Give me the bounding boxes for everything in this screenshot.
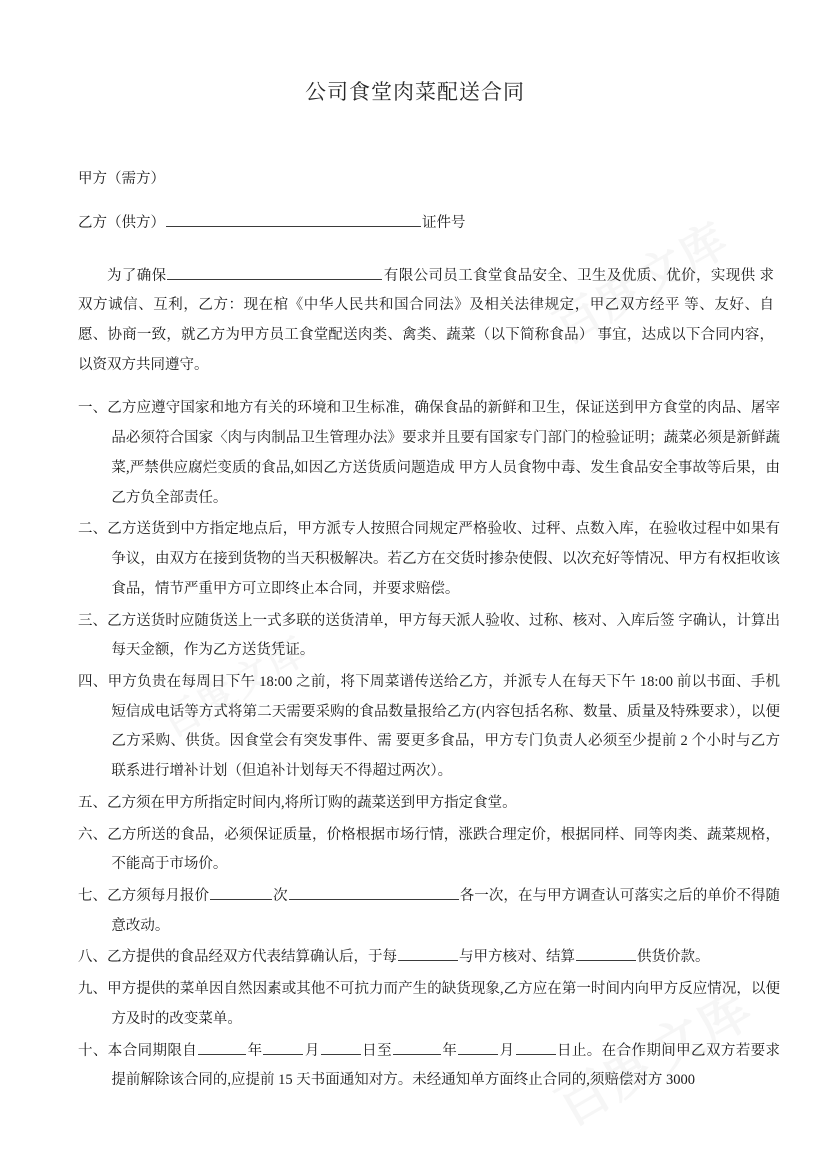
- clause-number: 三、: [78, 612, 108, 629]
- fill-in-blank[interactable]: [198, 1038, 246, 1054]
- fill-in-blank[interactable]: [398, 945, 458, 961]
- clause-item: [78, 882, 780, 941]
- party-b-suffix-label: 证件号: [422, 215, 466, 232]
- clause-text: 月: [304, 1042, 320, 1059]
- clause-item: [78, 394, 780, 513]
- fill-in-blank[interactable]: [576, 945, 636, 961]
- clause-text: 甲方负贵在每周日下午 18:00 之前，将下周菜谱传送给乙方，并派专人在每天下午 18:00 前以书面、手机短信成电话等方式将第二天需要采购的食品数量报给乙方(内容包括名称、数量、质量及特殊要求），以便乙方采购、供货。因食堂会有突发事件、需 要更多食品，甲方专门负责人必须至少提前 2 个小时与乙方联系进行增补计划（但追补计划每天不得超过两次）。: [107, 673, 781, 780]
- clause-item: [78, 668, 780, 787]
- fill-in-blank[interactable]: [263, 1038, 303, 1054]
- clause-text: 乙方须每月报价: [107, 887, 210, 904]
- clause-number: 四、: [78, 673, 108, 690]
- fill-in-blank[interactable]: [458, 1038, 498, 1054]
- fill-in-blank[interactable]: [321, 1038, 361, 1054]
- clause-number: 二、: [78, 521, 108, 538]
- preamble-paragraph: [0, 236, 830, 381]
- clause-item: [78, 515, 780, 604]
- clause-item: [78, 1037, 780, 1096]
- clause-text: 与甲方核对、结算: [459, 949, 575, 966]
- party-b-line: [0, 191, 830, 235]
- clause-number: 五、: [78, 794, 107, 811]
- party-a-label: 甲方（需方）: [78, 171, 165, 187]
- clause-text: 次: [273, 887, 288, 904]
- preamble-body: 有限公司员工食堂食品安全、卫生及优质、优价，实现供 求双方诚信、互利，乙方：现在棺《中华人民共和国合同法》及相关法律规定，甲乙双方经平 等、友好、自愿、协商一致，就乙方为甲方员工食堂配送肉类、禽类、蔬菜（以下简称食品） 事宜，达成以下合同内容，以资双方共同遵守。: [78, 267, 774, 373]
- clause-item: [78, 943, 780, 973]
- clause-number: 九、: [78, 981, 108, 998]
- clause-text: 乙方送货到中方指定地点后，甲方派专人按照合同规定严格验收、过秤、点数入库，在验收过程中如果有争议，由双方在接到货物的当天积极解决。若乙方在交货时掺杂使假、以次充好等情况、甲方有权拒收该食品，情节严重甲方可立即终止本合同，并要求赔偿。: [107, 521, 781, 597]
- fill-in-blank[interactable]: [210, 884, 272, 900]
- clause-text: 乙方须在甲方所指定时间内,将所订购的蔬菜送到甲方指定食堂。: [107, 794, 517, 811]
- clause-text: 日止。在合作期间甲乙双方若要求提前解除该合同的,应提前 15 天书面通知对方。未经通知单方面终止合同的,须赔偿对方 3000: [111, 1042, 781, 1089]
- clause-text: 日至: [361, 1042, 392, 1059]
- clause-text: 年: [441, 1042, 458, 1059]
- fill-in-blank[interactable]: [289, 884, 459, 900]
- preamble-lead: 为了确保: [107, 267, 167, 284]
- clause-item: [78, 789, 780, 819]
- clause-item: [78, 607, 780, 666]
- clause-text: 月: [499, 1042, 515, 1059]
- clause-item: [78, 821, 780, 880]
- party-a-line: [0, 106, 830, 191]
- company-name-blank[interactable]: [167, 263, 382, 279]
- clause-text: 年: [247, 1042, 263, 1059]
- clause-number: 十、: [78, 1042, 108, 1059]
- fill-in-blank[interactable]: [393, 1038, 441, 1054]
- fill-in-blank[interactable]: [516, 1038, 556, 1054]
- clause-text: 本合同期限自: [107, 1042, 198, 1059]
- clause-text: 乙方提供的食品经双方代表结算确认后，于每: [107, 949, 397, 966]
- clause-list: [0, 380, 830, 1096]
- clause-number: 六、: [78, 826, 108, 843]
- clause-text: 乙方应遵守国家和地方有关的环境和卫生标准，确保食品的新鲜和卫生，保证送到甲方食堂的肉品、屠宰品必须符合国家〈肉与肉制品卫生管理办法》要求并且要有国家专门部门的检验证明；蔬菜必须是新鲜蔬菜,严禁供应腐烂变质的食品,如因乙方送货质问题造成 甲方人员食物中毒、发生食品安全事故等后果，由乙方负全部责任。: [107, 400, 781, 506]
- clause-text: 乙方送货时应随货送上一式多联的送货清单，甲方每天派人验收、过称、核对、入库后签 字确认，计算出每天金额，作为乙方送货凭证。: [107, 612, 781, 659]
- clause-text: 各一次，在与甲方调查认可落实之后的单价不得随意改动。: [111, 887, 781, 934]
- clause-text: 供货价款。: [637, 949, 710, 966]
- clause-text: 甲方提供的菜单因自然因素或其他不可抗力而产生的缺货现象,乙方应在第一时间内向甲方反应情况，以便方及时的改变菜单。: [107, 981, 781, 1027]
- clause-number: 八、: [78, 949, 107, 966]
- clause-number: 七、: [78, 887, 108, 904]
- clause-item: [78, 975, 780, 1034]
- party-b-name-blank[interactable]: [166, 211, 421, 227]
- page-title: 公司食堂肉菜配送合同: [305, 80, 525, 104]
- clause-text: 乙方所送的食品，必须保证质量，价格根据市场行情，涨跌合理定价，根据同样、同等肉类、蔬菜规格，不能高于市场价。: [107, 826, 781, 873]
- party-b-label: 乙方（供方）: [78, 215, 165, 232]
- clause-number: 一、: [78, 400, 108, 417]
